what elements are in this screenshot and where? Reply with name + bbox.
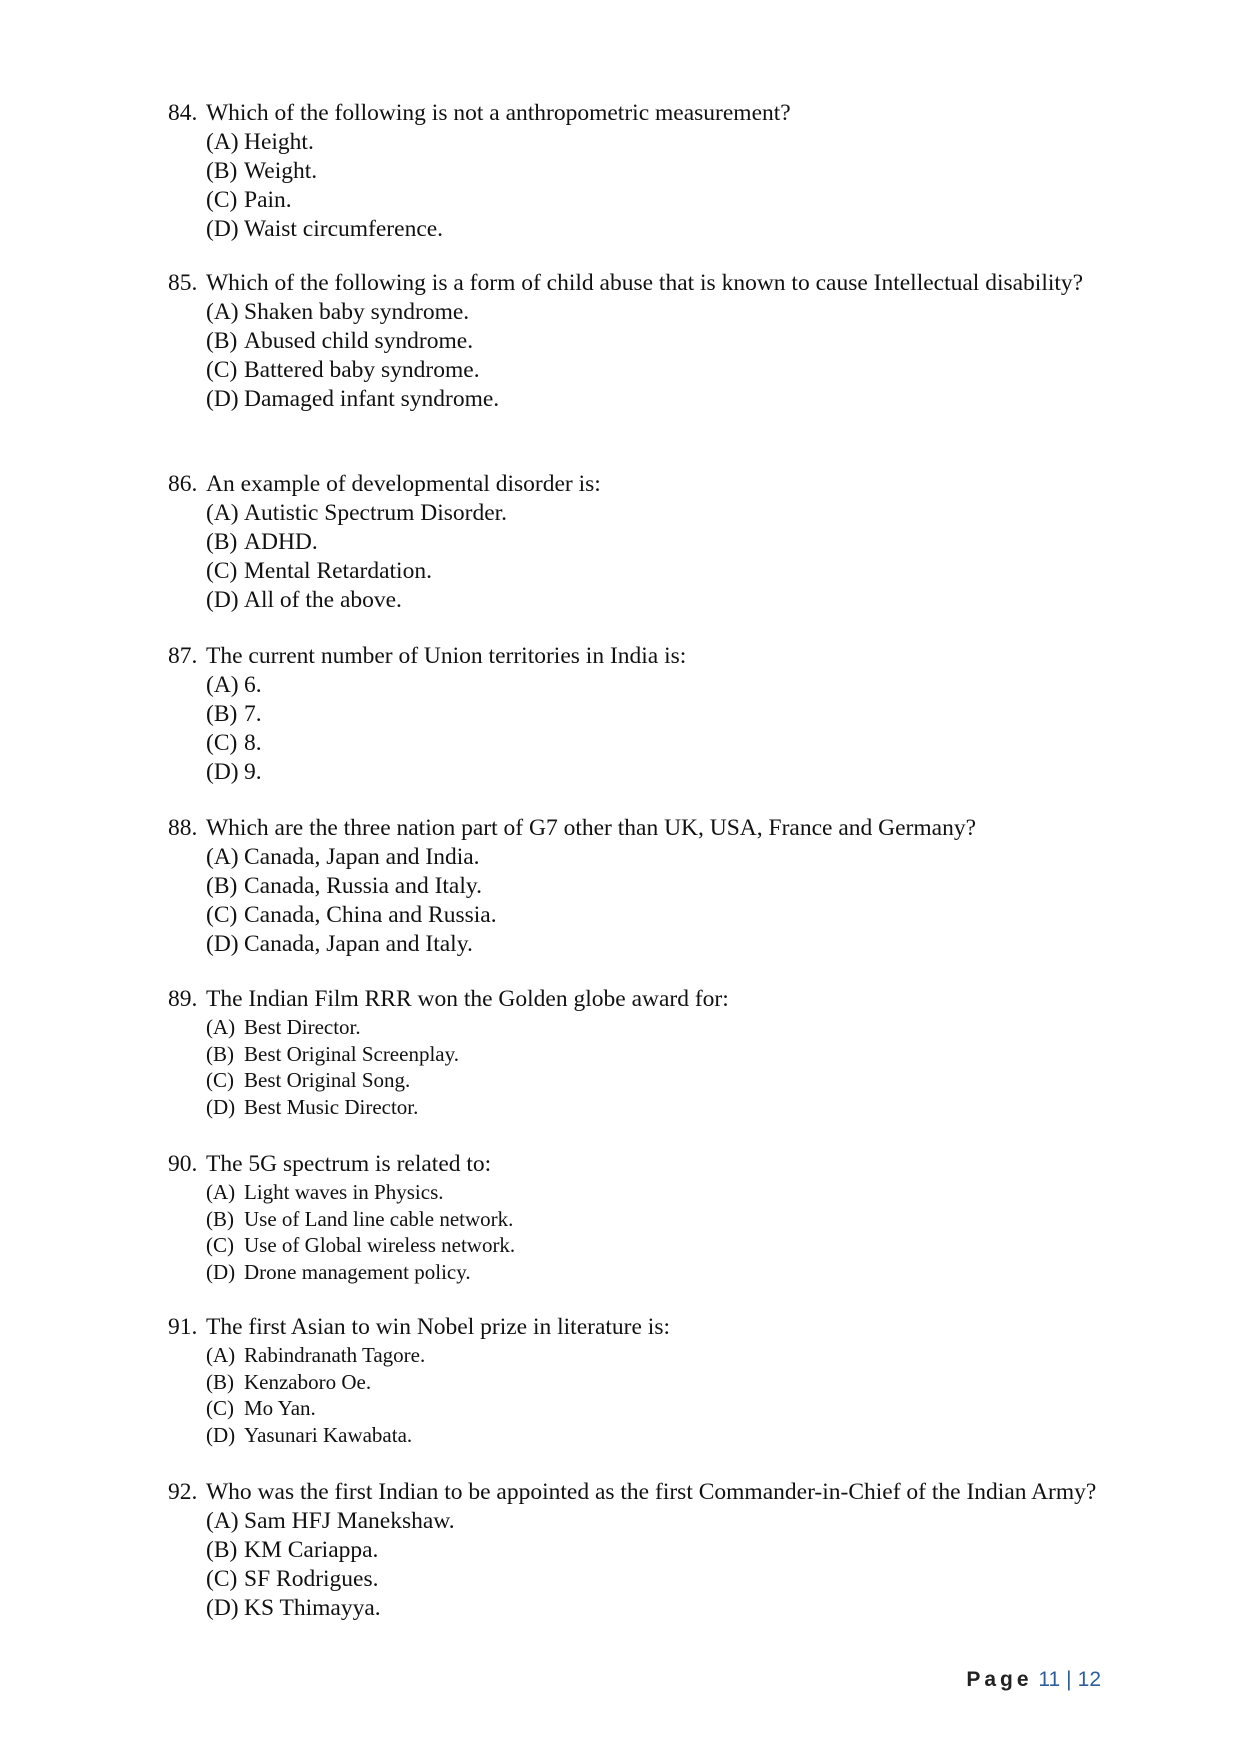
option-b <box>206 1369 1108 1396</box>
option-list <box>206 843 1108 959</box>
option-c <box>206 1232 1108 1259</box>
question-text: The first Asian to win Nobel prize in literature is: <box>206 1314 671 1340</box>
option-letter: (D) <box>206 1259 236 1284</box>
option-b <box>206 528 1108 557</box>
question-number: 86. <box>168 471 198 497</box>
question-number: 84. <box>168 100 198 126</box>
option-a <box>206 128 1108 157</box>
question-number: 88. <box>168 815 198 841</box>
option-letter: (D) <box>206 931 239 957</box>
option-letter: (C) <box>206 558 238 584</box>
option-text: KS Thimayya. <box>244 1595 381 1621</box>
option-text: 7. <box>244 701 262 727</box>
option-text: Weight. <box>244 158 318 184</box>
option-letter: (A) <box>206 672 239 698</box>
option-text: Best Original Song. <box>244 1068 411 1092</box>
option-text: Canada, China and Russia. <box>244 902 497 928</box>
option-text: Battered baby syndrome. <box>244 357 480 383</box>
option-list <box>206 1014 1108 1120</box>
option-text: 8. <box>244 730 262 756</box>
question-84 <box>168 99 1108 244</box>
option-a <box>206 843 1108 872</box>
option-b <box>206 1041 1108 1068</box>
question-number: 92. <box>168 1479 198 1505</box>
page-label: Page <box>966 1668 1033 1691</box>
option-letter: (D) <box>206 216 239 242</box>
option-letter: (C) <box>206 730 238 756</box>
option-letter: (C) <box>206 357 238 383</box>
option-c <box>206 1395 1108 1422</box>
option-letter: (D) <box>206 587 239 613</box>
option-d <box>206 385 1108 414</box>
option-b <box>206 1536 1108 1565</box>
option-a <box>206 1179 1108 1206</box>
option-c <box>206 1067 1108 1094</box>
question-86 <box>168 470 1108 615</box>
option-text: 9. <box>244 759 262 785</box>
option-a <box>206 1507 1108 1536</box>
option-d <box>206 1594 1108 1623</box>
option-text: Canada, Russia and Italy. <box>244 873 482 899</box>
option-text: Drone management policy. <box>244 1259 471 1284</box>
option-text: Mo Yan. <box>244 1396 316 1420</box>
option-letter: (B) <box>206 1206 234 1231</box>
option-letter: (D) <box>206 1595 239 1621</box>
question-text: The Indian Film RRR won the Golden globe award for: <box>206 986 729 1012</box>
option-list <box>206 298 1108 414</box>
option-list <box>206 1342 1108 1448</box>
option-list <box>206 499 1108 615</box>
option-c <box>206 729 1108 758</box>
option-text: SF Rodrigues. <box>244 1566 379 1592</box>
option-letter: (B) <box>206 328 238 354</box>
question-text: Who was the first Indian to be appointed as the first Commander-in-Chief of the Indian Army? <box>206 1479 1097 1505</box>
option-letter: (A) <box>206 1343 236 1367</box>
option-list <box>206 1507 1108 1623</box>
option-letter: (D) <box>206 759 239 785</box>
option-letter: (A) <box>206 299 239 325</box>
total-page-number: 12 <box>1077 1668 1101 1691</box>
question-91 <box>168 1313 1108 1448</box>
option-letter: (A) <box>206 1508 239 1534</box>
question-89 <box>168 985 1108 1120</box>
option-c <box>206 1565 1108 1594</box>
option-letter: (D) <box>206 1094 236 1119</box>
option-d <box>206 586 1108 615</box>
question-number: 91. <box>168 1314 198 1340</box>
option-text: Damaged infant syndrome. <box>244 386 500 412</box>
option-list <box>206 1179 1108 1285</box>
option-list <box>206 671 1108 787</box>
option-c <box>206 557 1108 586</box>
option-b <box>206 1206 1108 1233</box>
option-letter: (A) <box>206 129 239 155</box>
option-letter: (C) <box>206 1233 234 1257</box>
option-text: Canada, Japan and India. <box>244 844 480 870</box>
option-letter: (C) <box>206 902 238 928</box>
question-text: The current number of Union territories in India is: <box>206 643 687 669</box>
option-letter: (A) <box>206 500 239 526</box>
option-letter: (B) <box>206 701 238 727</box>
question-85 <box>168 269 1108 414</box>
question-number: 90. <box>168 1151 198 1177</box>
question-88 <box>168 814 1108 959</box>
option-c <box>206 186 1108 215</box>
option-d <box>206 758 1108 787</box>
option-letter: (B) <box>206 1041 234 1066</box>
option-text: Kenzaboro Oe. <box>244 1369 372 1394</box>
question-text: Which of the following is not a anthropometric measurement? <box>206 100 791 126</box>
option-text: 6. <box>244 672 262 698</box>
page-footer <box>966 1668 1101 1692</box>
option-d <box>206 1259 1108 1286</box>
option-letter: (A) <box>206 1015 236 1039</box>
option-text: Shaken baby syndrome. <box>244 299 470 325</box>
option-letter: (D) <box>206 1422 236 1447</box>
option-text: Rabindranath Tagore. <box>244 1343 426 1367</box>
option-a <box>206 499 1108 528</box>
option-letter: (C) <box>206 187 238 213</box>
question-87 <box>168 642 1108 787</box>
option-text: Best Director. <box>244 1015 361 1039</box>
option-text: Yasunari Kawabata. <box>244 1422 413 1447</box>
question-text: Which of the following is a form of child abuse that is known to cause Intellectual disability? <box>206 270 1084 296</box>
option-c <box>206 901 1108 930</box>
question-number: 87. <box>168 643 198 669</box>
option-letter: (B) <box>206 158 238 184</box>
option-text: Light waves in Physics. <box>244 1180 444 1204</box>
option-letter: (C) <box>206 1068 234 1092</box>
question-90 <box>168 1150 1108 1285</box>
option-text: Sam HFJ Manekshaw. <box>244 1508 455 1534</box>
option-text: Canada, Japan and Italy. <box>244 931 473 957</box>
option-d <box>206 1094 1108 1121</box>
option-a <box>206 1014 1108 1041</box>
option-letter: (B) <box>206 529 238 555</box>
option-letter: (A) <box>206 1180 236 1204</box>
option-letter: (B) <box>206 873 238 899</box>
option-letter: (A) <box>206 844 239 870</box>
option-b <box>206 157 1108 186</box>
option-d <box>206 930 1108 959</box>
question-text: Which are the three nation part of G7 other than UK, USA, France and Germany? <box>206 815 977 841</box>
option-text: All of the above. <box>244 587 402 613</box>
option-text: ADHD. <box>244 529 318 555</box>
option-d <box>206 215 1108 244</box>
option-text: Autistic Spectrum Disorder. <box>244 500 508 526</box>
option-letter: (D) <box>206 386 239 412</box>
option-text: Pain. <box>244 187 292 213</box>
question-number: 89. <box>168 986 198 1012</box>
option-b <box>206 872 1108 901</box>
option-b <box>206 700 1108 729</box>
option-a <box>206 671 1108 700</box>
option-letter: (B) <box>206 1369 234 1394</box>
option-letter: (C) <box>206 1566 238 1592</box>
option-text: KM Cariappa. <box>244 1537 379 1563</box>
option-letter: (C) <box>206 1396 234 1420</box>
option-text: Waist circumference. <box>244 216 444 242</box>
option-text: Mental Retardation. <box>244 558 432 584</box>
option-text: Use of Land line cable network. <box>244 1206 514 1231</box>
option-letter: (B) <box>206 1537 238 1563</box>
option-c <box>206 356 1108 385</box>
question-92 <box>168 1478 1108 1623</box>
option-text: Height. <box>244 129 314 155</box>
option-text: Best Music Director. <box>244 1094 419 1119</box>
option-a <box>206 298 1108 327</box>
option-d <box>206 1422 1108 1449</box>
question-text: The 5G spectrum is related to: <box>206 1151 492 1177</box>
question-number: 85. <box>168 270 198 296</box>
current-page-number: 11 <box>1038 1668 1061 1691</box>
page-separator: | <box>1066 1668 1072 1691</box>
option-b <box>206 327 1108 356</box>
option-a <box>206 1342 1108 1369</box>
option-text: Abused child syndrome. <box>244 328 474 354</box>
option-list <box>206 128 1108 244</box>
option-text: Use of Global wireless network. <box>244 1233 516 1257</box>
question-text: An example of developmental disorder is: <box>206 471 601 497</box>
option-text: Best Original Screenplay. <box>244 1041 459 1066</box>
